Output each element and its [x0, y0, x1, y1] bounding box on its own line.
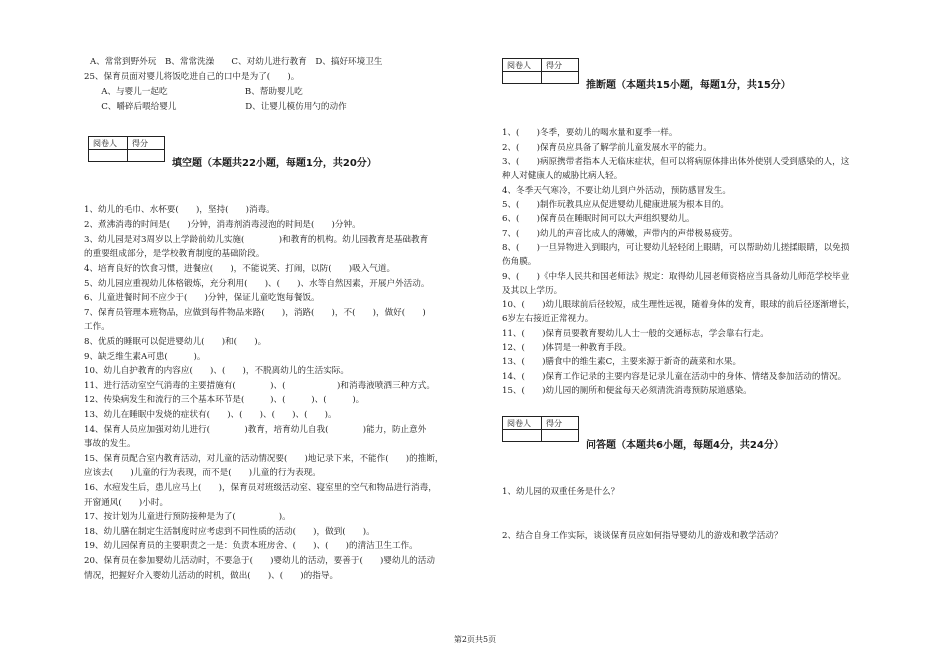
fill-line: 10、幼儿自护教育的内容应( )、( )，不脱离幼儿的生活实际。 — [84, 366, 349, 376]
reviewer-cell[interactable] — [503, 72, 542, 84]
qa-section-title: 问答题（本题共6小题，每题4分，共24分） — [586, 440, 784, 451]
reviewer-label: 阅卷人 — [503, 59, 542, 72]
judge-line: 7、( )幼儿的声音比成人的薄嫩，声带内的声带极易疲劳。 — [502, 229, 738, 239]
fill-section-title: 填空题（本题共22小题，每题1分，共20分） — [172, 158, 377, 169]
fill-line: 应该去( )儿童的行为表现，而不是( )儿童的行为表现。 — [84, 468, 321, 478]
reviewer-cell[interactable] — [503, 430, 542, 442]
judge-line: 8、( )一旦异物进入到眼内，可让婴幼儿轻轻闭上眼睛，可以帮助幼儿搓揉眼睛，以免损 — [502, 243, 850, 253]
fill-line: 的重要组成部分，是学校教育制度的基础阶段。 — [84, 249, 265, 259]
fill-line: 4、培育良好的饮食习惯，进餐应( )，不能说笑、打闹，以防( )吸入气道。 — [84, 264, 396, 274]
judge-section-title: 推断题（本题共15小题，每题1分，共15分） — [586, 80, 791, 91]
judge-line: 6、( )保育员在睡眠时间可以大声组织婴幼儿。 — [502, 214, 695, 224]
question-25-options-ab: A、与婴儿一起吃 B、帮助婴儿吃 — [84, 87, 303, 97]
judge-line: 1、( )冬季，要幼儿的喝水量和夏季一样。 — [502, 128, 678, 138]
score-box-judge — [502, 58, 579, 84]
fill-line: 8、优质的睡眠可以促进婴幼儿( )和( )。 — [84, 337, 267, 347]
qa-question-1: 1、幼儿园的双重任务是什么？ — [502, 487, 620, 497]
judge-line: 12、( )体罚是一种教育手段。 — [502, 343, 632, 353]
judge-line: 5、( )制作玩教具应从促进婴幼儿健康进展为根本目的。 — [502, 200, 730, 210]
judge-line: 6岁左右接近正常视力。 — [502, 314, 594, 324]
judge-line: 11、( )保育员要教育婴幼儿人士一般的交通标志，学会靠右行走。 — [502, 329, 769, 339]
score-cell[interactable] — [542, 72, 579, 84]
fill-line: 15、保育员配合室内教育活动，对儿童的活动情况要( )地记录下来，不能作( )的推断， — [84, 454, 444, 464]
fill-line: 17、按计划为儿童进行预防接种是为了( )。 — [84, 512, 291, 522]
score-cell[interactable] — [128, 150, 165, 162]
score-box-qa — [502, 416, 579, 442]
qa-question-2: 2、结合自身工作实际，谈谈保育员应如何指导婴幼儿的游戏和教学活动？ — [502, 531, 783, 541]
fill-line: 5、幼儿园应重视幼儿体格锻炼，充分利用( )、( )、水等自然因素，开展户外活动。 — [84, 279, 430, 289]
fill-line: 工作。 — [84, 322, 110, 332]
score-label: 得分 — [128, 137, 165, 150]
fill-line: 1、幼儿的毛巾、水杯要( )，坚持( )消毒。 — [84, 205, 275, 215]
reviewer-label: 阅卷人 — [89, 137, 128, 150]
fill-line: 3、幼儿园是对3周岁以上学龄前幼儿实施( )和教育的机构。幼儿园教育是基础教育 — [84, 235, 429, 245]
judge-line: 4、冬季天气寒冷，不要让幼儿到户外活动，预防感冒发生。 — [502, 186, 731, 196]
judge-line: 13、( )膳食中的维生素C，主要来源于新奇的蔬菜和水果。 — [502, 357, 742, 367]
fill-line: 7、保育员管理本班物品，应做到每件物品来路( )，消路( )，不( )，做好( ) — [84, 308, 426, 318]
score-box-fill — [88, 136, 165, 162]
judge-line: 9、( )《中华人民共和国老师法》规定：取得幼儿园老师资格应当具备幼儿师范学校毕业 — [502, 272, 850, 282]
judge-line: 2、( )保育员应具备了解学前儿童发展水平的能力。 — [502, 143, 712, 153]
fill-line: 18、幼儿膳在制定生活制度时应考虑到不同性质的活动( )，做到( )。 — [84, 527, 375, 537]
fill-line: 14、保育人员应加强对幼儿进行( )教育，培育幼儿自我( )能力，防止意外 — [84, 425, 427, 435]
judge-line: 伤角膜。 — [502, 257, 537, 267]
judge-line: 3、( )病原携带者指本人无临床症状，但可以将病原体排出体外使别人受到感染的人，这 — [502, 157, 850, 167]
fill-line: 11、进行活动室空气消毒的主要措施有( )、( )和消毒液喷洒三种方式。 — [84, 381, 435, 391]
fill-line: 6、儿童进餐时间不应少于( )分钟，保证儿童吃饱每餐饭。 — [84, 293, 320, 303]
question-24-options: A、常常到野外玩 B、常常洗澡 C、对幼儿进行教育 D、搞好环境卫生 — [90, 57, 383, 67]
page-footer: 第2页共5页 — [453, 635, 497, 644]
question-25-options-cd: C、嚼碎后喂给婴儿 D、让婴儿模仿用勺的动作 — [84, 102, 347, 112]
judge-line: 14、( )保育工作记录的主要内容是记录儿童在活动中的身体、情绪及参加活动的情况。 — [502, 372, 847, 382]
fill-line: 2、煮沸消毒的时间是( )分钟，消毒剂消毒浸泡的时间是( )分钟。 — [84, 220, 361, 230]
judge-line: 10、( )幼儿眼球前后径较短，成生理性远视，随着身体的发育，眼球的前后径逐渐增长， — [502, 300, 855, 310]
judge-line: 15、( )幼儿园的厕所和便盆每天必须清洗消毒预防尿道感染。 — [502, 386, 752, 396]
fill-line: 情况，把握好介入婴幼儿活动的时机，做出( )、( )的指导。 — [84, 571, 339, 581]
fill-line: 开窗通风( )小时。 — [84, 498, 169, 508]
reviewer-label: 阅卷人 — [503, 417, 542, 430]
question-25: 25、保育员面对婴儿将饭吃进自己的口中是为了( )。 — [84, 72, 300, 82]
score-label: 得分 — [542, 59, 579, 72]
fill-line: 9、缺乏维生素A可患( )。 — [84, 352, 206, 362]
fill-line: 13、幼儿在睡眠中发烧的症状有( )、( )、( )、( )。 — [84, 410, 337, 420]
fill-line: 12、传染病发生和流行的三个基本环节是( )、( )、( )。 — [84, 395, 365, 405]
fill-line: 事故的发生。 — [84, 439, 136, 449]
fill-line: 16、水痘发生后，患儿应马上( )，保育员对班级活动室、寝室里的空气和物品进行消毒， — [84, 483, 437, 493]
fill-line: 20、保育员在参加婴幼儿活动时，不要急于( )婴幼儿的活动，要善于( )婴幼儿的活动 — [84, 556, 435, 566]
score-cell[interactable] — [542, 430, 579, 442]
score-label: 得分 — [542, 417, 579, 430]
judge-line: 种人对健康人的威胁比病人轻。 — [502, 171, 623, 181]
reviewer-cell[interactable] — [89, 150, 128, 162]
fill-line: 19、幼儿园保育员的主要职责之一是：负责本班房舍、( )、( )的清洁卫生工作。 — [84, 541, 418, 551]
judge-line: 及其以上学历。 — [502, 286, 563, 296]
